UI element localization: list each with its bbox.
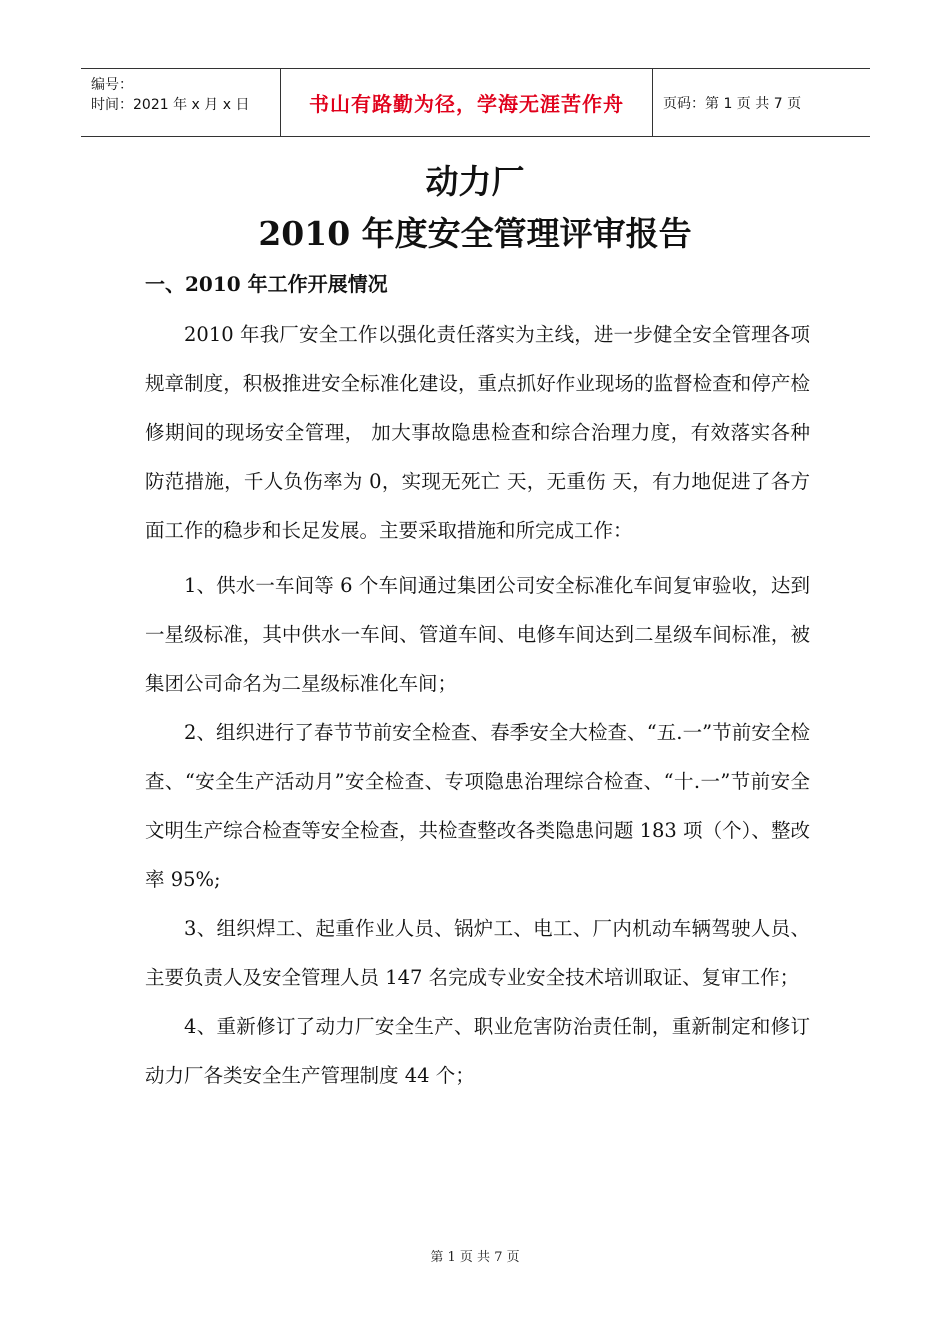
body-paragraph: 4、重新修订了动力厂安全生产、职业危害防治责任制，重新制定和修订动力厂各类安全生产管理制度 44 个； [145,1015,810,1087]
body-paragraph: 2010 年我厂安全工作以强化责任落实为主线，进一步健全安全管理各项规章制度，积极推进安全标准化建设，重点抓好作业现场的监督检查和停产检修期间的现场安全管理， 加大事故隐患检查和综合治理力度，有效落实各种防范措施，千人负伤率为 0，实现无死亡 天，无重伤 天，有力地促进了各方面工作的稳步和长足发展。主要采取措施和所完成工作： [145,323,810,542]
document-body [145,310,810,1100]
body-paragraph: 3、组织焊工、起重作业人员、锅炉工、电工、厂内机动车辆驾驶人员、主要负责人及安全管理人员 147 名完成专业安全技术培训取证、复审工作； [145,917,810,989]
document-time-label: 时间：2021 年 x 月 x 日 [91,97,250,113]
header-motto-cell [281,69,653,136]
body-paragraph: 2、组织进行了春节节前安全检查、春季安全大检查、“五.一”节前安全检查、“安全生产活动月”安全检查、专项隐患治理综合检查、“十.一”节前安全文明生产综合检查等安全检查，共检查整改各类隐患问题 183 项（个）、整改率 95%; [145,721,810,891]
document-header [81,68,870,137]
section-heading: 一、2010 年工作开展情况 [145,272,388,296]
page-footer: 第 1 页 共 7 页 [430,1250,520,1265]
document-title-line2: 2010 年度安全管理评审报告 [258,214,692,253]
header-page-label: 页码：第 1 页 共 7 页 [663,95,802,112]
header-page-cell [653,69,870,136]
header-motto: 书山有路勤为径，学海无涯苦作舟 [309,92,624,116]
header-meta-cell [81,69,281,136]
body-paragraph: 1、供水一车间等 6 个车间通过集团公司安全标准化车间复审验收，达到一星级标准，其中供水一车间、管道车间、电修车间达到二星级车间标准，被集团公司命名为二星级标准化车间； [145,574,810,695]
document-number-label: 编号： [91,77,133,93]
document-title-line1: 动力厂 [425,162,525,201]
